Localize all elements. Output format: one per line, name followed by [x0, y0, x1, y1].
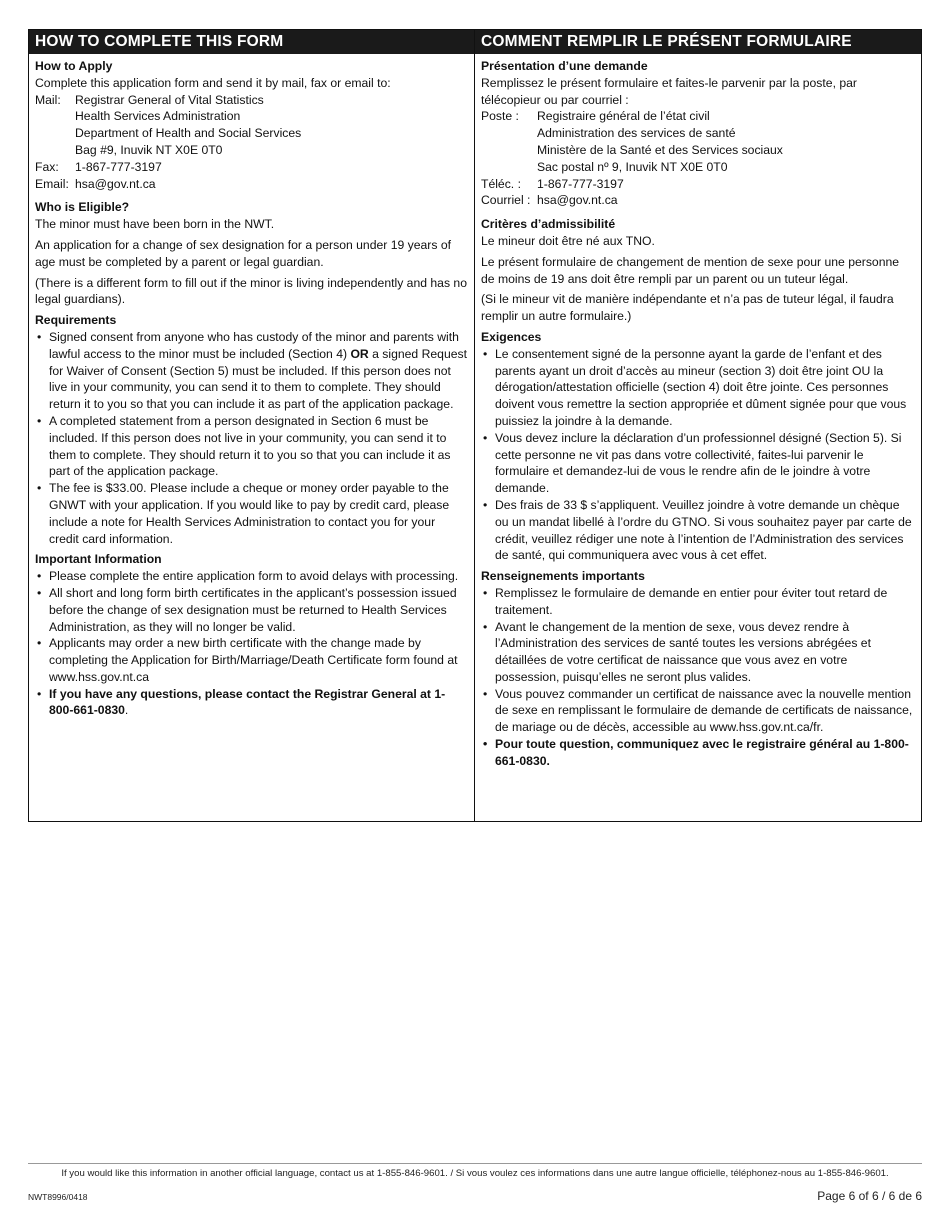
page-number: Page 6 of 6 / 6 de 6: [817, 1189, 922, 1203]
fax-label-fr: Téléc. :: [481, 176, 521, 191]
mail-line: Sac postal nº 9, Inuvik NT X0E 0T0: [537, 159, 728, 174]
mail-line: Health Services Administration: [75, 109, 241, 124]
language-note: If you would like this information in another official language, contact us at 1-855-846-9601. / Si vous voulez ces informations dans une autre langue officielle, téléphonez-nous au 1-855-846-9601.: [61, 1168, 889, 1179]
email-address-fr: hsa@gov.nt.ca: [537, 193, 618, 208]
footer-divider: [28, 1163, 922, 1164]
requirements-list-fr: [481, 346, 915, 564]
english-column: [29, 30, 475, 821]
instructions-table: [28, 29, 922, 822]
mail-line: Registraire général de l’état civil: [537, 109, 710, 124]
list-item: • Signed consent from anyone who has custody of the minor and parents with lawful access to the minor must be included (Section 4) OR a signed Request for Waiver of Consent (Section 5) must be included. If this person does not live in your community, you can send it to them to complete. They should return it to you so that you can include it as part of the application package.: [35, 329, 468, 413]
form-code: NWT8996/0418: [28, 1192, 88, 1202]
how-to-apply-title: How to Apply: [35, 59, 113, 73]
email-label-fr: Courriel :: [481, 193, 531, 208]
requirements-title-fr: Exigences: [481, 329, 542, 344]
important-title: Important Information: [35, 552, 162, 567]
mail-line: Ministère de la Santé et des Services sociaux: [537, 142, 783, 157]
eligible-para: Le mineur doit être né aux TNO.: [481, 233, 655, 248]
email-address: hsa@gov.nt.ca: [75, 176, 156, 191]
list-item: • Please complete the entire application form to avoid delays with processing.: [35, 568, 468, 585]
mail-label-fr: Poste :: [481, 109, 519, 124]
eligible-para: Le présent formulaire de changement de mention de sexe pour une personne de moins de 19 ans doit être rempli par un parent ou un tuteur légal.: [481, 254, 900, 286]
email-label: Email:: [35, 176, 69, 191]
mail-line: Department of Health and Social Services: [75, 126, 302, 141]
contact-block-fr: [481, 108, 915, 209]
mail-line: Administration des services de santé: [537, 126, 736, 141]
eligible-para: (There is a different form to fill out if the minor is living independently and has no legal guardians).: [35, 275, 467, 307]
list-item: • Vous pouvez commander un certificat de naissance avec la nouvelle mention de sexe en remplissant le formulaire de demande de certificats de naissance, de mariage ou de décès, accessible au www.hss.gov.nt.ca/fr.: [481, 686, 915, 736]
important-list-fr: [481, 585, 915, 770]
how-to-apply-intro-fr: Remplissez le présent formulaire et faites-le parvenir par la poste, par télécopieur ou par courriel :: [481, 75, 857, 107]
important-list: [35, 568, 468, 719]
eligible-para: The minor must have been born in the NWT.: [35, 217, 275, 232]
french-column: [475, 30, 921, 821]
french-header: COMMENT REMPLIR LE PRÉSENT FORMULAIRE: [475, 30, 921, 54]
list-item: • If you have any questions, please contact the Registrar General at 1-800-661-0830.: [35, 686, 468, 720]
eligible-para: An application for a change of sex designation for a person under 19 years of age must be completed by a parent or legal guardian.: [35, 237, 451, 269]
eligible-title-fr: Critères d’admissibilité: [481, 217, 616, 232]
eligible-para: (Si le mineur vit de manière indépendante et n’a pas de tuteur légal, il faudra remplir un autre formulaire.): [481, 292, 894, 324]
eligible-title: Who is Eligible?: [35, 200, 130, 215]
requirements-list: [35, 329, 468, 547]
list-item: • Le consentement signé de la personne ayant la garde de l’enfant et des parents ayant un droit d’accès au mineur (section 3) doit être joint OU la dérogation/attestation officielle (section 4) doit être jointe. Ces personnes doivent vous remettre la section appropriée et dûment signée pour que vous puissiez la joindre à la demande.: [481, 346, 915, 430]
fax-number: 1-867-777-3197: [75, 159, 162, 174]
english-header: HOW TO COMPLETE THIS FORM: [29, 30, 474, 54]
how-to-apply-intro: Complete this application form and send it by mail, fax or email to:: [35, 75, 391, 90]
list-item: • All short and long form birth certificates in the applicant’s possession issued before the change of sex designation must be returned to Health Services Administration, as they will no longer be valid.: [35, 585, 468, 635]
list-item: • Des frais de 33 $ s’appliquent. Veuillez joindre à votre demande un chèque ou un mandat libellé à l’ordre du GTNO. Si vous souhaitez payer par carte de crédit, veuillez rédiger une note à l’intention de l’Administration des services de santé, qui communiquera avec vous à cet effet.: [481, 497, 915, 564]
list-item: • Pour toute question, communiquez avec le registraire général au 1-800-661-0830.: [481, 736, 915, 770]
list-item: • Applicants may order a new birth certificate with the change made by completing the Application for Birth/Marriage/Death Certificate form found at www.hss.gov.nt.ca: [35, 635, 468, 685]
mail-label: Mail:: [35, 92, 61, 107]
contact-block: [35, 92, 468, 193]
fax-label: Fax:: [35, 159, 59, 174]
important-title-fr: Renseignements importants: [481, 569, 645, 584]
fax-number-fr: 1-867-777-3197: [537, 176, 624, 191]
list-item: • The fee is $33.00. Please include a cheque or money order payable to the GNWT with your application. If you would like to pay by credit card, please include a note for Health Services Administration to contact you for your credit card information.: [35, 480, 468, 547]
list-item: • Remplissez le formulaire de demande en entier pour éviter tout retard de traitement.: [481, 585, 915, 619]
mail-line: Registrar General of Vital Statistics: [75, 92, 264, 107]
list-item: • Vous devez inclure la déclaration d’un professionnel désigné (Section 5). Si cette personne ne vit pas dans votre collectivité, faites-lui parvenir le formulaire et demandez-lui de vous le rendre afin de le joindre à votre demande.: [481, 430, 915, 497]
requirements-title: Requirements: [35, 313, 117, 328]
mail-line: Bag #9, Inuvik NT X0E 0T0: [75, 142, 223, 157]
how-to-apply-title-fr: Présentation d’une demande: [481, 59, 648, 73]
list-item: • A completed statement from a person designated in Section 6 must be included. If this person does not live in your community, you can send it to them to complete. They should return it to you so that you can include it as part of the application package.: [35, 413, 468, 480]
list-item: • Avant le changement de la mention de sexe, vous devez rendre à l’Administration des services de santé toutes les versions abrégées et détaillées de votre certificat de naissance que vous avez en votre possession, puisqu’elles ne seront plus valides.: [481, 619, 915, 686]
